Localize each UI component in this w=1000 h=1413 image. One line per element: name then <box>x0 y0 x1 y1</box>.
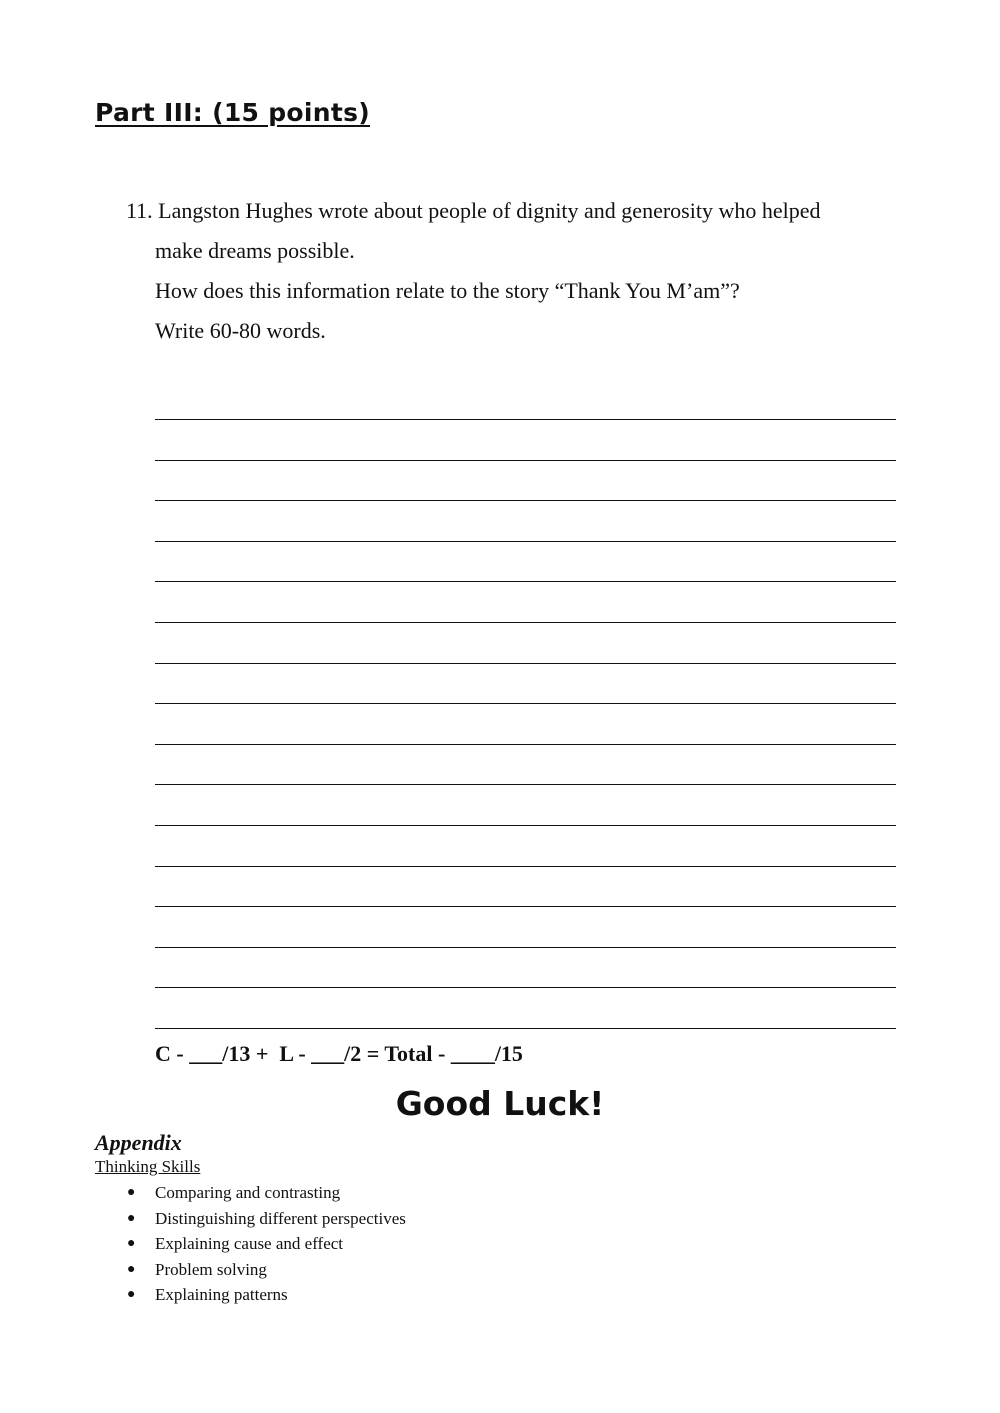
answer-line[interactable] <box>155 622 896 623</box>
answer-line[interactable] <box>155 825 896 826</box>
skill-label: Explaining cause and effect <box>155 1234 344 1254</box>
bullet-icon: ● <box>127 1261 136 1277</box>
answer-line[interactable] <box>155 744 896 745</box>
answer-line[interactable] <box>155 947 896 948</box>
answer-line[interactable] <box>155 987 896 988</box>
question-prompt-line: How does this information relate to the story “Thank You M’am”? <box>155 278 740 303</box>
appendix-title: Appendix <box>95 1130 182 1155</box>
skill-label: Problem solving <box>155 1259 267 1279</box>
answer-line[interactable] <box>155 866 896 867</box>
answer-line[interactable] <box>155 500 896 501</box>
skill-label: Explaining patterns <box>155 1285 288 1305</box>
answer-line[interactable] <box>155 703 896 704</box>
answer-line[interactable] <box>155 460 896 461</box>
answer-line[interactable] <box>155 1028 896 1029</box>
answer-line[interactable] <box>155 663 896 664</box>
question-instruction: Write 60-80 words. <box>155 318 326 343</box>
answer-line[interactable] <box>155 784 896 785</box>
bullet-icon: ● <box>127 1210 136 1226</box>
question-prompt-line: make dreams possible. <box>155 238 355 263</box>
bullet-icon: ● <box>127 1185 136 1200</box>
bullet-icon: ● <box>127 1287 136 1303</box>
score-line: C - ___/13 + L - ___/2 = Total - ____/15 <box>155 1041 523 1066</box>
question-11 <box>126 191 820 351</box>
answer-line[interactable] <box>155 581 896 582</box>
answer-line[interactable] <box>155 419 896 420</box>
answer-line[interactable] <box>155 541 896 542</box>
skill-label: Distinguishing different perspectives <box>155 1208 406 1228</box>
good-luck-message: Good Luck! <box>395 1084 605 1123</box>
bullet-icon: ● <box>127 1236 136 1252</box>
question-prompt-line: 11. Langston Hughes wrote about people of dignity and generosity who helped <box>126 198 821 223</box>
thinking-skills-subtitle: Thinking Skills <box>95 1157 201 1176</box>
part-title: Part III: (15 points) <box>95 98 371 127</box>
skill-label: Comparing and contrasting <box>155 1183 341 1202</box>
answer-line[interactable] <box>155 906 896 907</box>
